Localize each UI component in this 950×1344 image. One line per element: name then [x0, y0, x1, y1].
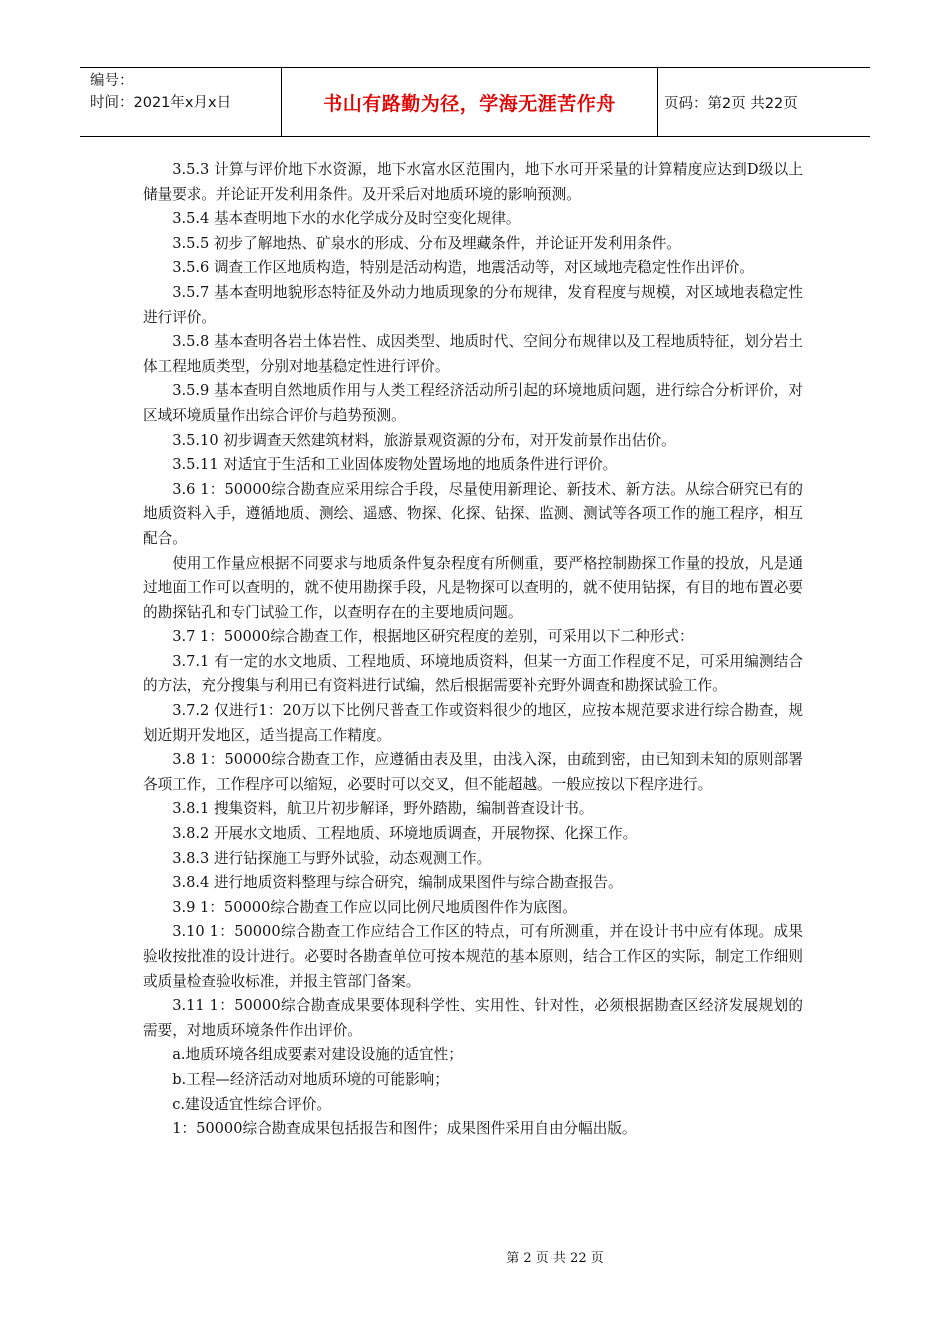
paragraph: 3.9 1：50000综合勘查工作应以同比例尺地质图件作为底图。 [172, 898, 577, 916]
paragraph: 3.11 1：50000综合勘查成果要体现科学性、实用性、针对性，必须根据勘查区经济发展规划的需要，对地质环境条件作出评价。 [143, 997, 803, 1039]
header-page-number: 页码：第2页 共22页 [664, 95, 798, 112]
list-item: c.建设适宜性综合评价。 [172, 1095, 331, 1113]
paragraph: 使用工作量应根据不同要求与地质条件复杂程度有所侧重，要严格控制勘探工作量的投放，凡是通过地面工作可以查明的，就不使用勘探手段，凡是物探可以查明的，就不使用钻探，有目的地布置必要的勘探钻孔和专门试验工作，以查明存在的主要地质问题。 [143, 554, 803, 621]
document-time: 时间：2021年x月x日 [90, 95, 232, 111]
header-meta [80, 68, 282, 136]
paragraph: 3.7.1 有一定的水文地质、工程地质、环境地质资料，但某一方面工作程度不足，可采用编测结合的方法，充分搜集与利用已有资料进行试编，然后根据需要补充野外调查和勘探试验工作。 [143, 652, 803, 695]
paragraph: 3.5.8 基本查明各岩土体岩性、成因类型、地质时代、空间分布规律以及工程地质特征，划分岩土体工程地质类型，分别对地基稳定性进行评价。 [143, 333, 803, 375]
footer-page-number: 第 2 页 共 22 页 [506, 1251, 604, 1266]
paragraph: 3.7.2 仅进行1：20万以下比例尺普查工作或资料很少的地区，应按本规范要求进行综合勘查，规划近期开发地区，适当提高工作精度。 [143, 702, 803, 744]
paragraph: 3.5.6 调查工作区地质构造，特别是活动构造，地震活动等，对区域地壳稳定性作出评价。 [172, 259, 754, 277]
paragraph: 3.8.3 进行钻探施工与野外试验，动态观测工作。 [172, 849, 492, 867]
paragraph: 3.5.10 初步调查天然建筑材料，旅游景观资源的分布，对开发前景作出估价。 [172, 431, 676, 449]
paragraph: 3.5.7 基本查明地貌形态特征及外动力地质现象的分布规律，发育程度与规模，对区域地表稳定性进行评价。 [143, 283, 803, 326]
paragraph: 3.5.4 基本查明地下水的水化学成分及时空变化规律。 [172, 210, 521, 228]
paragraph: 3.10 1：50000综合勘查工作应结合工作区的特点，可有所测重，并在设计书中应有体现。成果验收按批准的设计进行。必要时各勘查单位可按本规范的基本原则，结合工作区的实际，制定工作细则或质量检查验收标准，并报主管部门备案。 [143, 923, 803, 990]
paragraph: 3.8 1：50000综合勘查工作，应遵循由表及里，由浅入深，由疏到密，由已知到未知的原则部署各项工作，工作程序可以缩短，必要时可以交叉，但不能超越。一般应按以下程序进行。 [143, 751, 803, 793]
paragraph: 1：50000综合勘查成果包括报告和图件；成果图件采用自由分幅出版。 [172, 1120, 637, 1138]
paragraph: 3.6 1：50000综合勘查应采用综合手段，尽量使用新理论、新技术、新方法。从综合研究已有的地质资料入手，遵循地质、测绘、遥感、物探、化探、钻探、监测、测试等各项工作的施工程序，相互配合。 [143, 480, 803, 547]
document-number-label: 编号： [90, 73, 134, 89]
paragraph: 3.8.2 开展水文地质、工程地质、环境地质调查，开展物探、化探工作。 [172, 825, 638, 843]
document-body [143, 158, 803, 1142]
page-header [80, 67, 870, 137]
list-item: a.地质环境各组成要素对建设设施的适宜性； [172, 1046, 463, 1064]
paragraph: 3.8.4 进行地质资料整理与综合研究，编制成果图件与综合勘查报告。 [172, 874, 623, 892]
paragraph: 3.5.3 计算与评价地下水资源，地下水富水区范围内，地下水可开采量的计算精度应达到D级以上储量要求。并论证开发利用条件。及开采后对地质环境的影响预测。 [143, 161, 803, 203]
page-footer [0, 1247, 950, 1266]
paragraph: 3.5.5 初步了解地热、矿泉水的形成、分布及埋藏条件，并论证开发利用条件。 [172, 234, 681, 252]
paragraph: 3.5.9 基本查明自然地质作用与人类工程经济活动所引起的环境地质问题，进行综合分析评价，对区域环境质量作出综合评价与趋势预测。 [143, 382, 803, 424]
paragraph: 3.5.11 对适宜于生活和工业固体废物处置场地的地质条件进行评价。 [172, 456, 618, 474]
paragraph: 3.7 1：50000综合勘查工作，根据地区研究程度的差别，可采用以下二种形式： [172, 628, 694, 646]
list-item: b.工程—经济活动对地质环境的可能影响； [172, 1070, 449, 1088]
paragraph: 3.8.1 搜集资料，航卫片初步解译，野外踏勘，编制普查设计书。 [172, 800, 594, 818]
header-motto: 书山有路勤为径，学海无涯苦作舟 [282, 68, 658, 136]
